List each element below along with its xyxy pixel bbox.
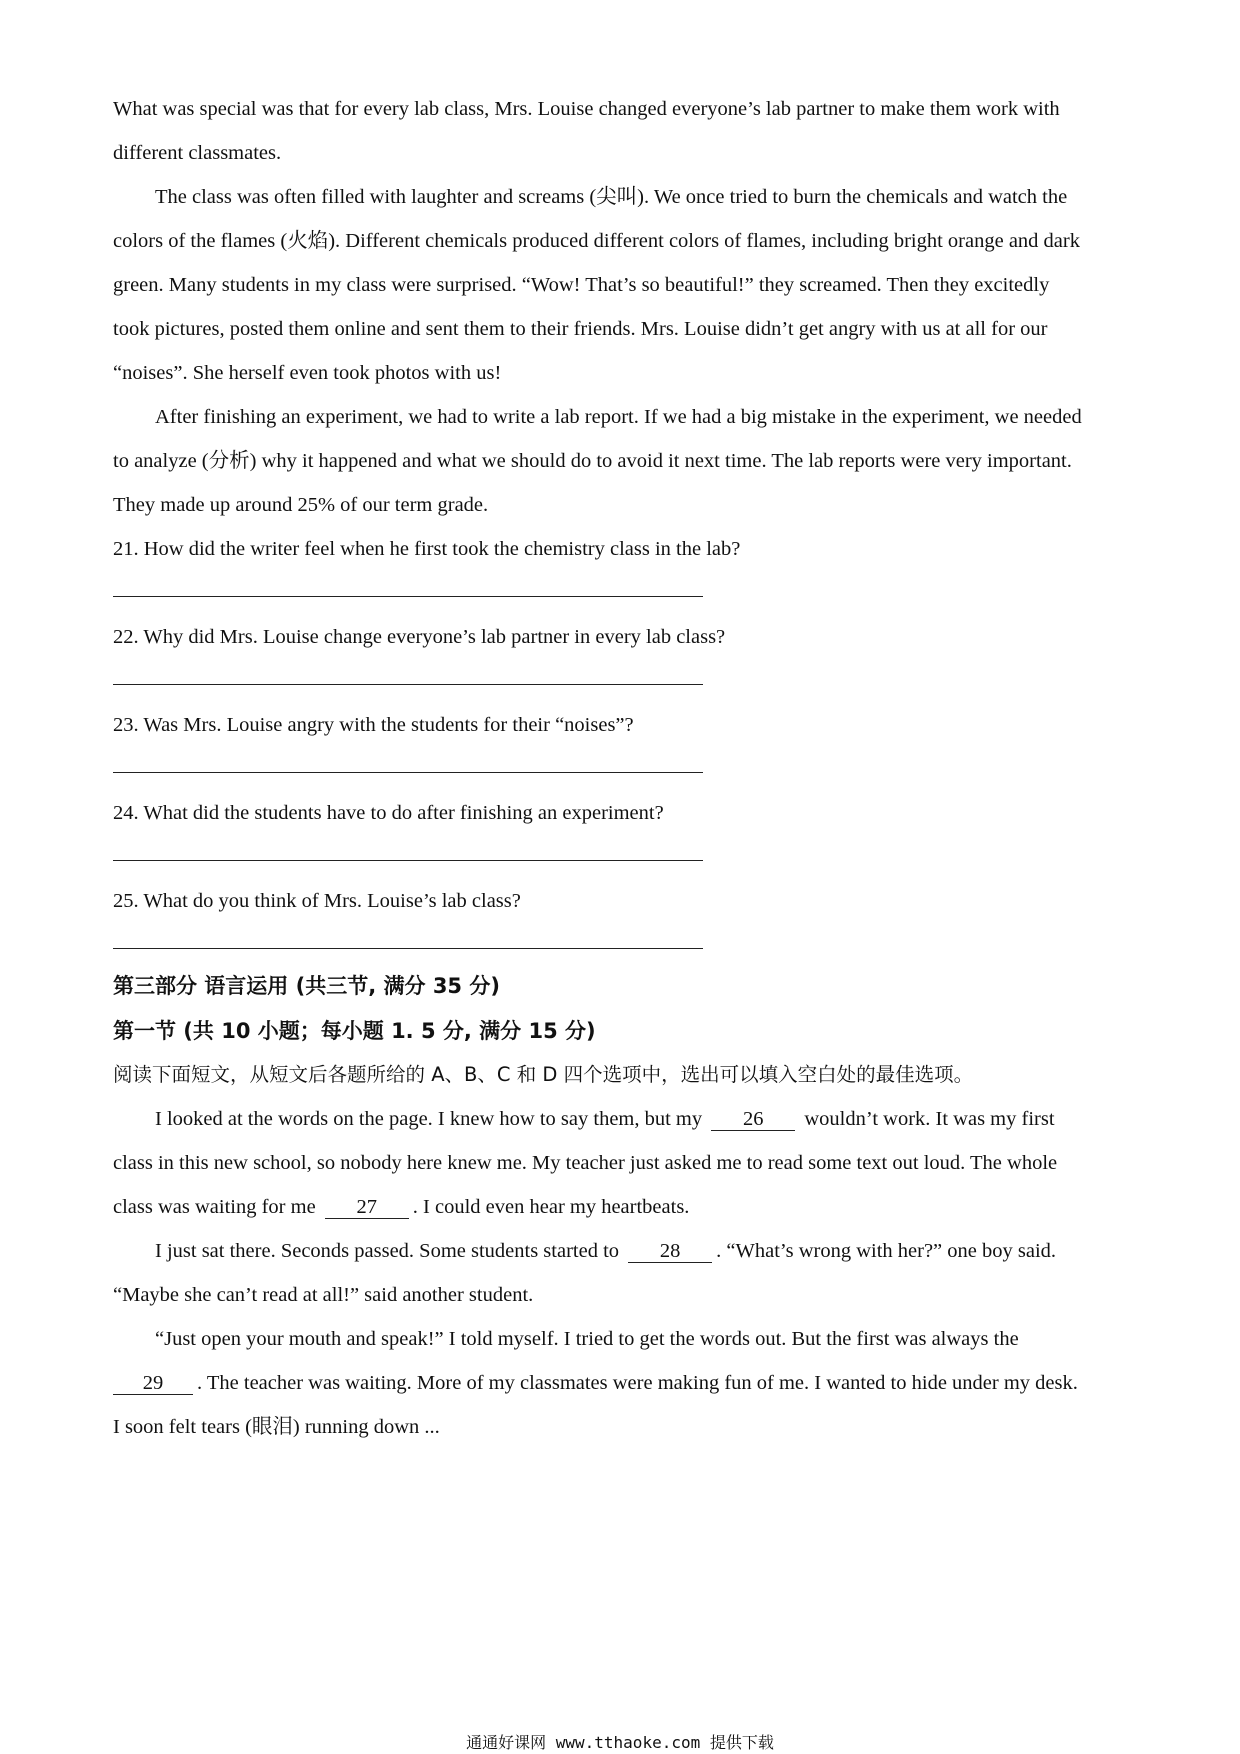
blank-27[interactable]: 27: [325, 1196, 409, 1219]
answer-line-23[interactable]: [113, 772, 703, 773]
part-heading: 第三部分 语言运用 (共三节, 满分 35 分): [113, 974, 500, 998]
passage-line: green. Many students in my class were surprised. “Wow! That’s so beautiful!” they screamed. Then they excitedly: [113, 274, 1050, 296]
passage-line: colors of the flames (火焰). Different chemicals produced different colors of flames, including bright orange and dark: [113, 230, 1080, 252]
footer-watermark: 通通好课网 www.tthaoke.com 提供下载: [466, 1733, 774, 1752]
question-24: 24. What did the students have to do after finishing an experiment?: [113, 802, 664, 824]
passage-line: The class was often filled with laughter and screams (尖叫). We once tried to burn the chemicals and watch the: [155, 186, 1068, 208]
cloze-line: [113, 1194, 689, 1220]
blank-29[interactable]: 29: [113, 1372, 193, 1395]
cloze-text: I looked at the words on the page. I knew how to say them, but my: [155, 1108, 703, 1130]
cloze-line: I soon felt tears (眼泪) running down ...: [113, 1416, 440, 1438]
passage-line: They made up around 25% of our term grade.: [113, 494, 489, 516]
subsection-heading: 第一节 (共 10 小题；每小题 1. 5 分, 满分 15 分): [113, 1019, 596, 1043]
cloze-line: [155, 1238, 1056, 1264]
blank-26[interactable]: 26: [711, 1108, 795, 1131]
cloze-text: wouldn’t work. It was my first: [804, 1108, 1055, 1130]
cloze-line: “Maybe she can’t read at all!” said another student.: [113, 1284, 534, 1306]
passage-line: After finishing an experiment, we had to write a lab report. If we had a big mistake in the experiment, we needed: [155, 406, 1082, 428]
cloze-text: class was waiting for me: [113, 1196, 316, 1218]
cloze-text: . I could even hear my heartbeats.: [412, 1196, 690, 1218]
answer-line-25[interactable]: [113, 948, 703, 949]
cloze-line: [113, 1370, 1078, 1396]
question-23: 23. Was Mrs. Louise angry with the students for their “noises”?: [113, 714, 634, 736]
blank-28[interactable]: 28: [628, 1240, 712, 1263]
passage-line: “noises”. She herself even took photos with us!: [113, 362, 502, 384]
cloze-text: I just sat there. Seconds passed. Some students started to: [155, 1240, 620, 1262]
cloze-line: [155, 1106, 1055, 1132]
question-21: 21. How did the writer feel when he first took the chemistry class in the lab?: [113, 538, 741, 560]
question-22: 22. Why did Mrs. Louise change everyone’s lab partner in every lab class?: [113, 626, 726, 648]
answer-line-21[interactable]: [113, 596, 703, 597]
cloze-text: . The teacher was waiting. More of my classmates were making fun of me. I wanted to hide under my desk.: [197, 1372, 1078, 1394]
question-25: 25. What do you think of Mrs. Louise’s lab class?: [113, 890, 521, 912]
cloze-line: “Just open your mouth and speak!” I told myself. I tried to get the words out. But the first was always the: [155, 1328, 1019, 1350]
instruction: 阅读下面短文，从短文后各题所给的 A、B、C 和 D 四个选项中，选出可以填入空白处的最佳选项。: [113, 1063, 974, 1086]
cloze-text: . “What’s wrong with her?” one boy said.: [716, 1240, 1057, 1262]
answer-line-22[interactable]: [113, 684, 703, 685]
cloze-line: class in this new school, so nobody here knew me. My teacher just asked me to read some text out loud. The whole: [113, 1152, 1058, 1174]
passage-line: What was special was that for every lab class, Mrs. Louise changed everyone’s lab partner to make them work with: [113, 98, 1060, 120]
passage-line: different classmates.: [113, 142, 282, 164]
answer-line-24[interactable]: [113, 860, 703, 861]
passage-line: to analyze (分析) why it happened and what we should do to avoid it next time. The lab reports were very important.: [113, 450, 1072, 472]
passage-line: took pictures, posted them online and sent them to their friends. Mrs. Louise didn’t get angry with us at all for our: [113, 318, 1048, 340]
